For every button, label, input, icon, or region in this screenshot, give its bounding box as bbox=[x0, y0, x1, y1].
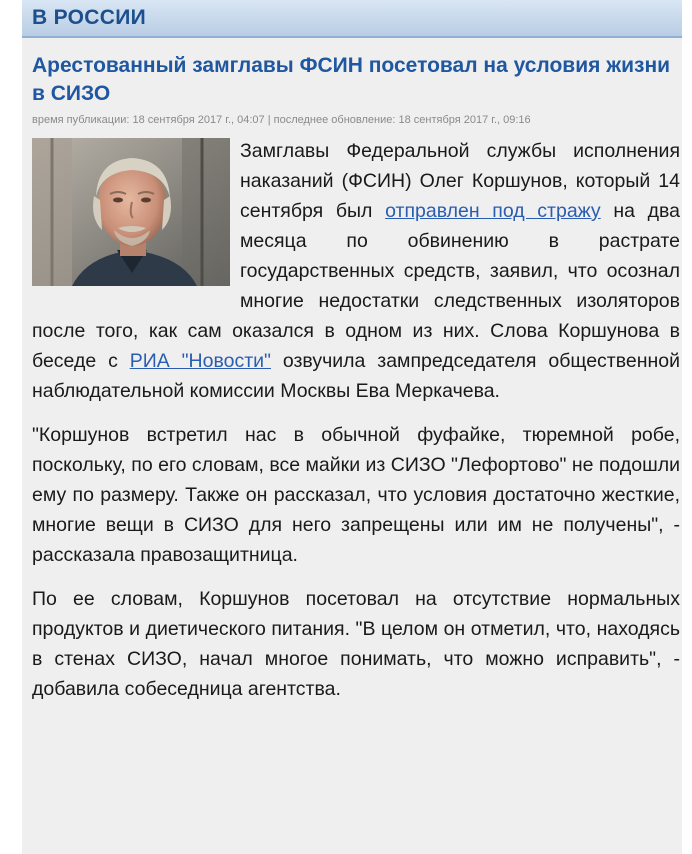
paragraph-1-text-b: на два месяца по обвинению в растрате государственных средств, заявил, что осознал многие недостатки следственных изоляторов после того, как сам оказался в одном из них. Слова Коршунова в беседе с bbox=[32, 200, 680, 372]
publication-meta: время публикации: 18 сентября 2017 г., 04:07 | последнее обновление: 18 сентября 2017 г., 09:16 bbox=[32, 114, 531, 126]
ria-novosti-link[interactable]: РИА "Новости" bbox=[129, 350, 271, 372]
paragraph-1-text-c: озвучила зампредседателя общественной наблюдательной комиссии Москвы Ева Меркачева. bbox=[32, 350, 680, 402]
paragraph-2: "Коршунов встретил нас в обычной фуфайке, тюремной робе, поскольку, по его словам, все майки из СИЗО "Лефортово" не подошли ему по размеру. Также он рассказал, что условия достаточно жесткие, многие вещи в СИЗО для него запрещены или им не получены", - рассказала правозащитница. bbox=[32, 424, 680, 566]
section-header[interactable] bbox=[22, 0, 682, 38]
paragraph-1-text-a: Замглавы Федеральной службы исполнения наказаний (ФСИН) Олег Коршунов, который 14 сентября был bbox=[240, 140, 680, 222]
article-body bbox=[32, 136, 680, 718]
portrait-photo[interactable] bbox=[32, 138, 230, 286]
section-title[interactable]: В РОССИИ bbox=[32, 6, 146, 29]
article-title[interactable]: Арестованный замглавы ФСИН посетовал на условия жизни в СИЗО bbox=[32, 54, 671, 105]
article-page bbox=[22, 0, 682, 854]
paragraph-3: По ее словам, Коршунов посетовал на отсутствие нормальных продуктов и диетического питания. "В целом он отметил, что, находясь в стенах СИЗО, начал многое понимать, что можно исправить", - добавила собеседница агентства. bbox=[32, 588, 680, 700]
custody-link[interactable]: отправлен под стражу bbox=[385, 200, 601, 222]
paragraph-1 bbox=[32, 136, 680, 406]
